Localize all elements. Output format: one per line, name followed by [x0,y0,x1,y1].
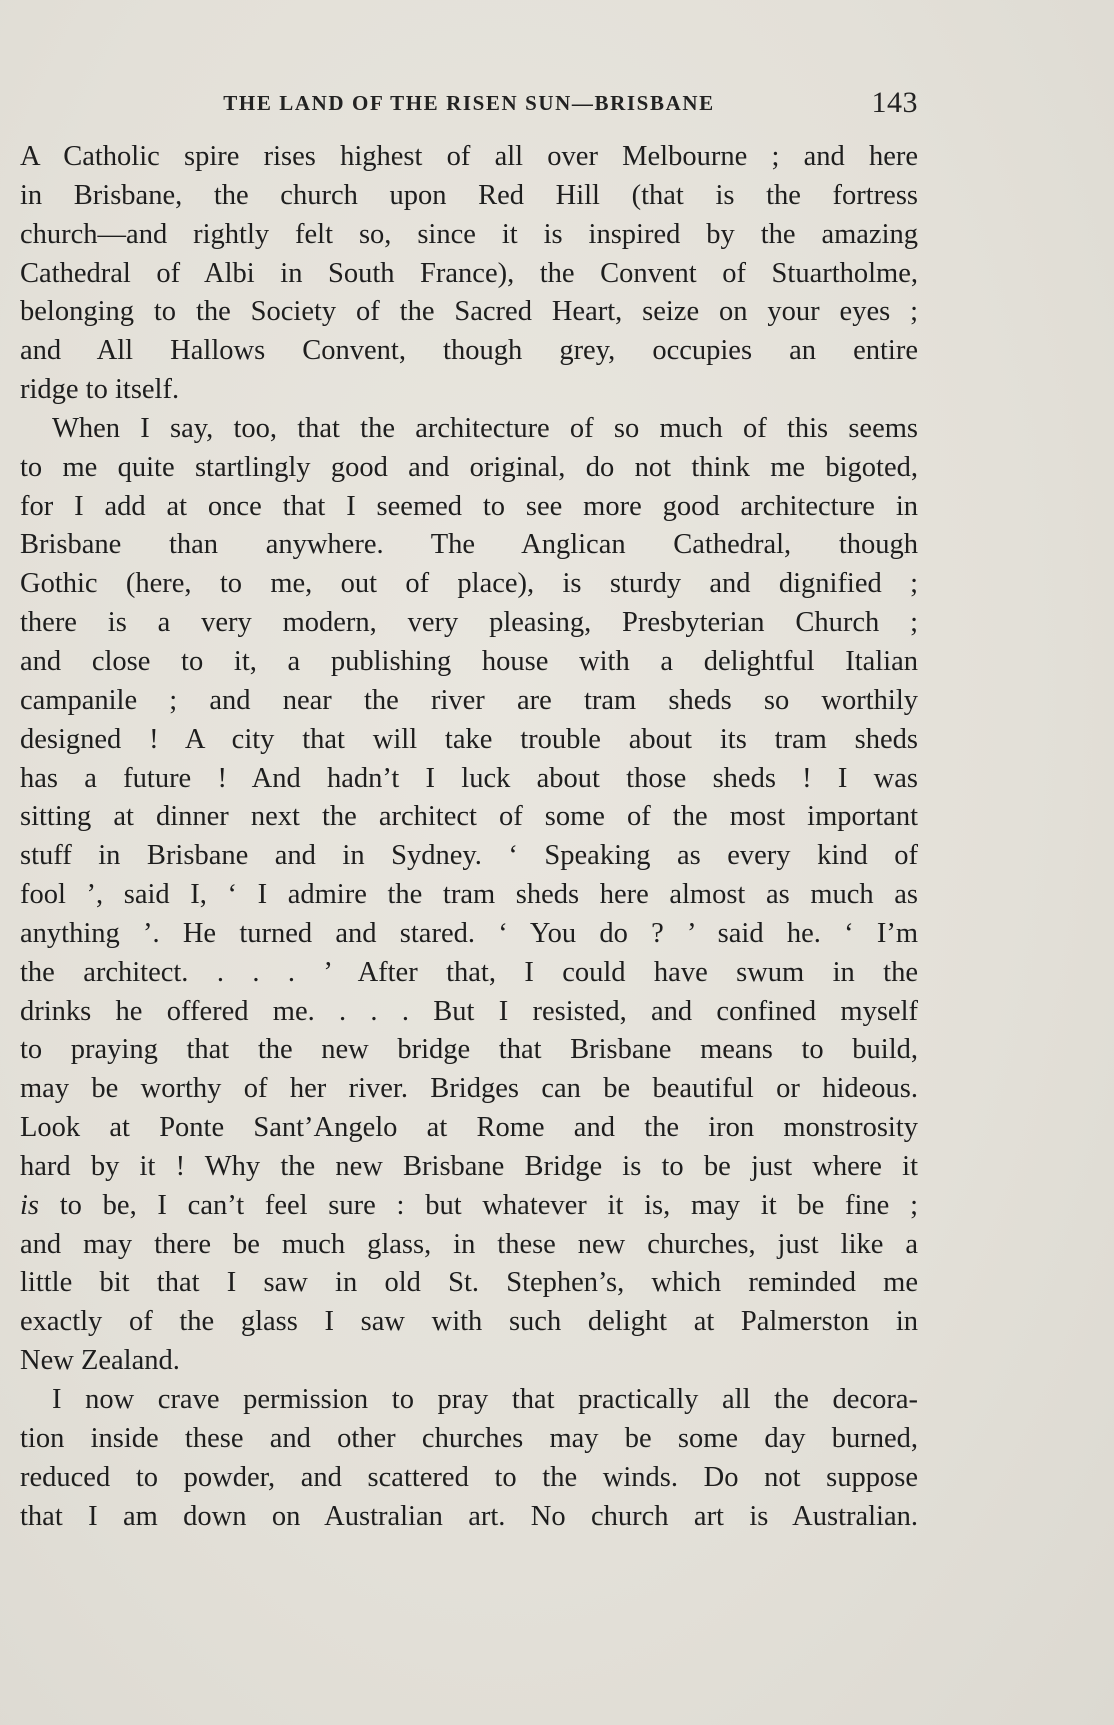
text-line: drinks he offered me. . . . But I resisted, and confined myself [20,995,918,1027]
text-line: hard by it ! Why the new Brisbane Bridge is to be just where it [20,1150,918,1182]
page-number: 143 [871,86,918,119]
text-line: Gothic (here, to me, out of place), is sturdy and dignified ; [20,568,918,600]
text-line: is to be, I can’t feel sure : but whatever it is, may it be fine ; [20,1189,918,1221]
running-head [20,86,918,118]
paragraph-2 [20,410,918,1381]
text-line: belonging to the Society of the Sacred Heart, seize on your eyes ; [20,296,918,328]
text-line: campanile ; and near the river are tram sheds so worthily [20,684,918,716]
text-line: has a future ! And hadn’t I luck about those sheds ! I was [20,762,918,794]
text-line: there is a very modern, very pleasing, Presbyterian Church ; [20,607,918,639]
text-line: the architect. . . . ’ After that, I could have swum in the [20,956,918,988]
text-line: A Catholic spire rises highest of all over Melbourne ; and here [20,141,918,172]
text-line: tion inside these and other churches may be some day burned, [20,1422,918,1454]
text-line: Brisbane than anywhere. The Anglican Cathedral, though [20,529,918,561]
text-line: Look at Ponte Sant’Angelo at Rome and the iron monstrosity [20,1112,918,1144]
text-line: designed ! A city that will take trouble about its tram sheds [20,723,918,755]
text-line: reduced to powder, and scattered to the winds. Do not suppose [20,1461,918,1493]
text-line: exactly of the glass I saw with such delight at Palmerston in [20,1306,918,1338]
text-line: fool ’, said I, ‘ I admire the tram sheds here almost as much as [20,879,918,911]
body-text [20,138,918,1536]
text-line: I now crave permission to pray that practically all the decora- [52,1384,918,1415]
paragraph-1 [20,138,918,410]
text-line: anything ’. He turned and stared. ‘ You do ? ’ said he. ‘ I’m [20,917,918,949]
running-title: THE LAND OF THE RISEN SUN—BRISBANE [223,91,715,115]
text-line: When I say, too, that the architecture of so much of this seems [52,412,918,444]
text-line: and close to it, a publishing house with a delightful Italian [20,645,918,677]
text-line: for I add at once that I seemed to see more good architecture in [20,490,918,522]
emphasis: is [20,1189,40,1221]
text-line: sitting at dinner next the architect of some of the most important [20,801,918,833]
text-line: Cathedral of Albi in South France), the Convent of Stuartholme, [20,257,918,289]
text-line: church—and rightly felt so, since it is inspired by the amazing [20,218,918,250]
text-line: stuff in Brisbane and in Sydney. ‘ Speaking as every kind of [20,840,918,872]
text-line: to me quite startlingly good and original, do not think me bigoted, [20,451,918,483]
text-line: that I am down on Australian art. No church art is Australian. [20,1500,918,1532]
text-line: may be worthy of her river. Bridges can be beautiful or hideous. [20,1073,918,1105]
text-line: in Brisbane, the church upon Red Hill (that is the fortress [20,179,918,211]
text-line: and may there be much glass, in these new churches, just like a [20,1228,918,1260]
text-line: to praying that the new bridge that Brisbane means to build, [20,1034,918,1066]
text-line: and All Hallows Convent, though grey, occupies an entire [20,335,918,367]
paragraph-3 [20,1381,918,1536]
text-line: little bit that I saw in old St. Stephen’s, which reminded me [20,1267,918,1299]
text-line: ridge to itself. [20,374,180,406]
text-line: New Zealand. [20,1345,180,1377]
